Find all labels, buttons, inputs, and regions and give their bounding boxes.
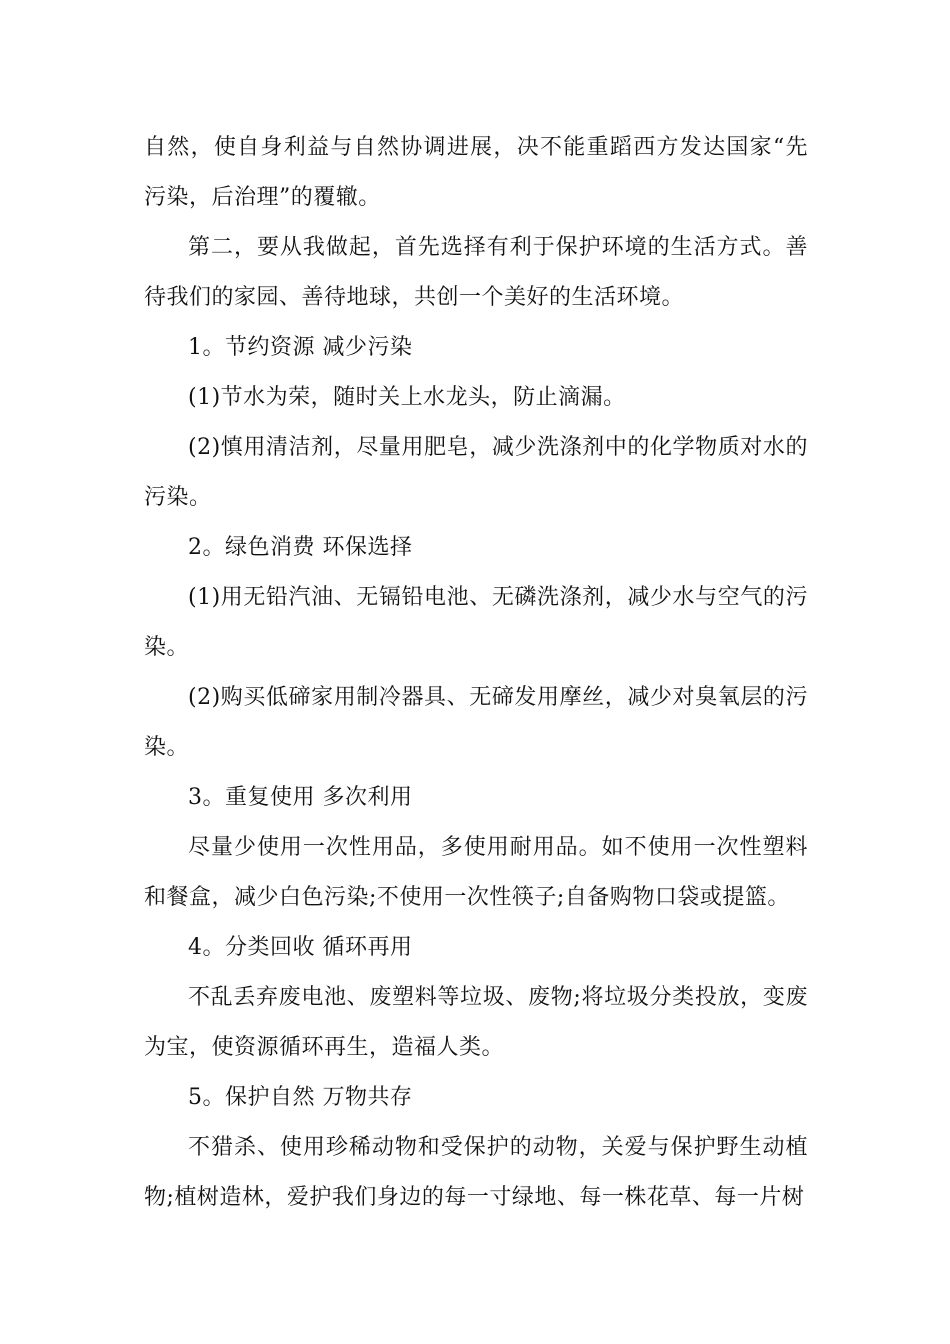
list-item: (2)购买低碲家用制冷器具、无碲发用摩丝，减少对臭氧层的污染。	[144, 685, 808, 760]
paragraph: 不猎杀、使用珍稀动物和受保护的动物，关爱与保护野生动植物;植树造林，爱护我们身边的每一寸绿地、每一株花草、每一片树	[144, 1135, 808, 1210]
list-item: (1)用无铅汽油、无镉铅电池、无磷洗涤剂，减少水与空气的污染。	[144, 585, 808, 660]
section-heading: 2。绿色消费 环保选择	[188, 535, 413, 560]
paragraph: 尽量少使用一次性用品，多使用耐用品。如不使用一次性塑料和餐盒，减少白色污染;不使用一次性筷子;自备购物口袋或提篮。	[144, 835, 808, 910]
paragraph: 自然，使自身利益与自然协调进展，决不能重蹈西方发达国家“先污染，后治理”的覆辙。	[144, 135, 808, 210]
document-page	[144, 123, 808, 1223]
section-heading: 4。分类回收 循环再用	[188, 935, 413, 960]
section-heading: 5。保护自然 万物共存	[188, 1085, 413, 1110]
section-heading: 3。重复使用 多次利用	[188, 785, 413, 810]
list-item: (1)节水为荣，随时关上水龙头，防止滴漏。	[188, 385, 626, 410]
paragraph: 第二，要从我做起，首先选择有利于保护环境的生活方式。善待我们的家园、善待地球，共创一个美好的生活环境。	[144, 235, 808, 310]
paragraph: 不乱丢弃废电池、废塑料等垃圾、废物;将垃圾分类投放，变废为宝，使资源循环再生，造福人类。	[144, 985, 808, 1060]
list-item: (2)慎用清洁剂，尽量用肥皂，减少洗涤剂中的化学物质对水的污染。	[144, 435, 808, 510]
section-heading: 1。节约资源 减少污染	[188, 335, 413, 360]
